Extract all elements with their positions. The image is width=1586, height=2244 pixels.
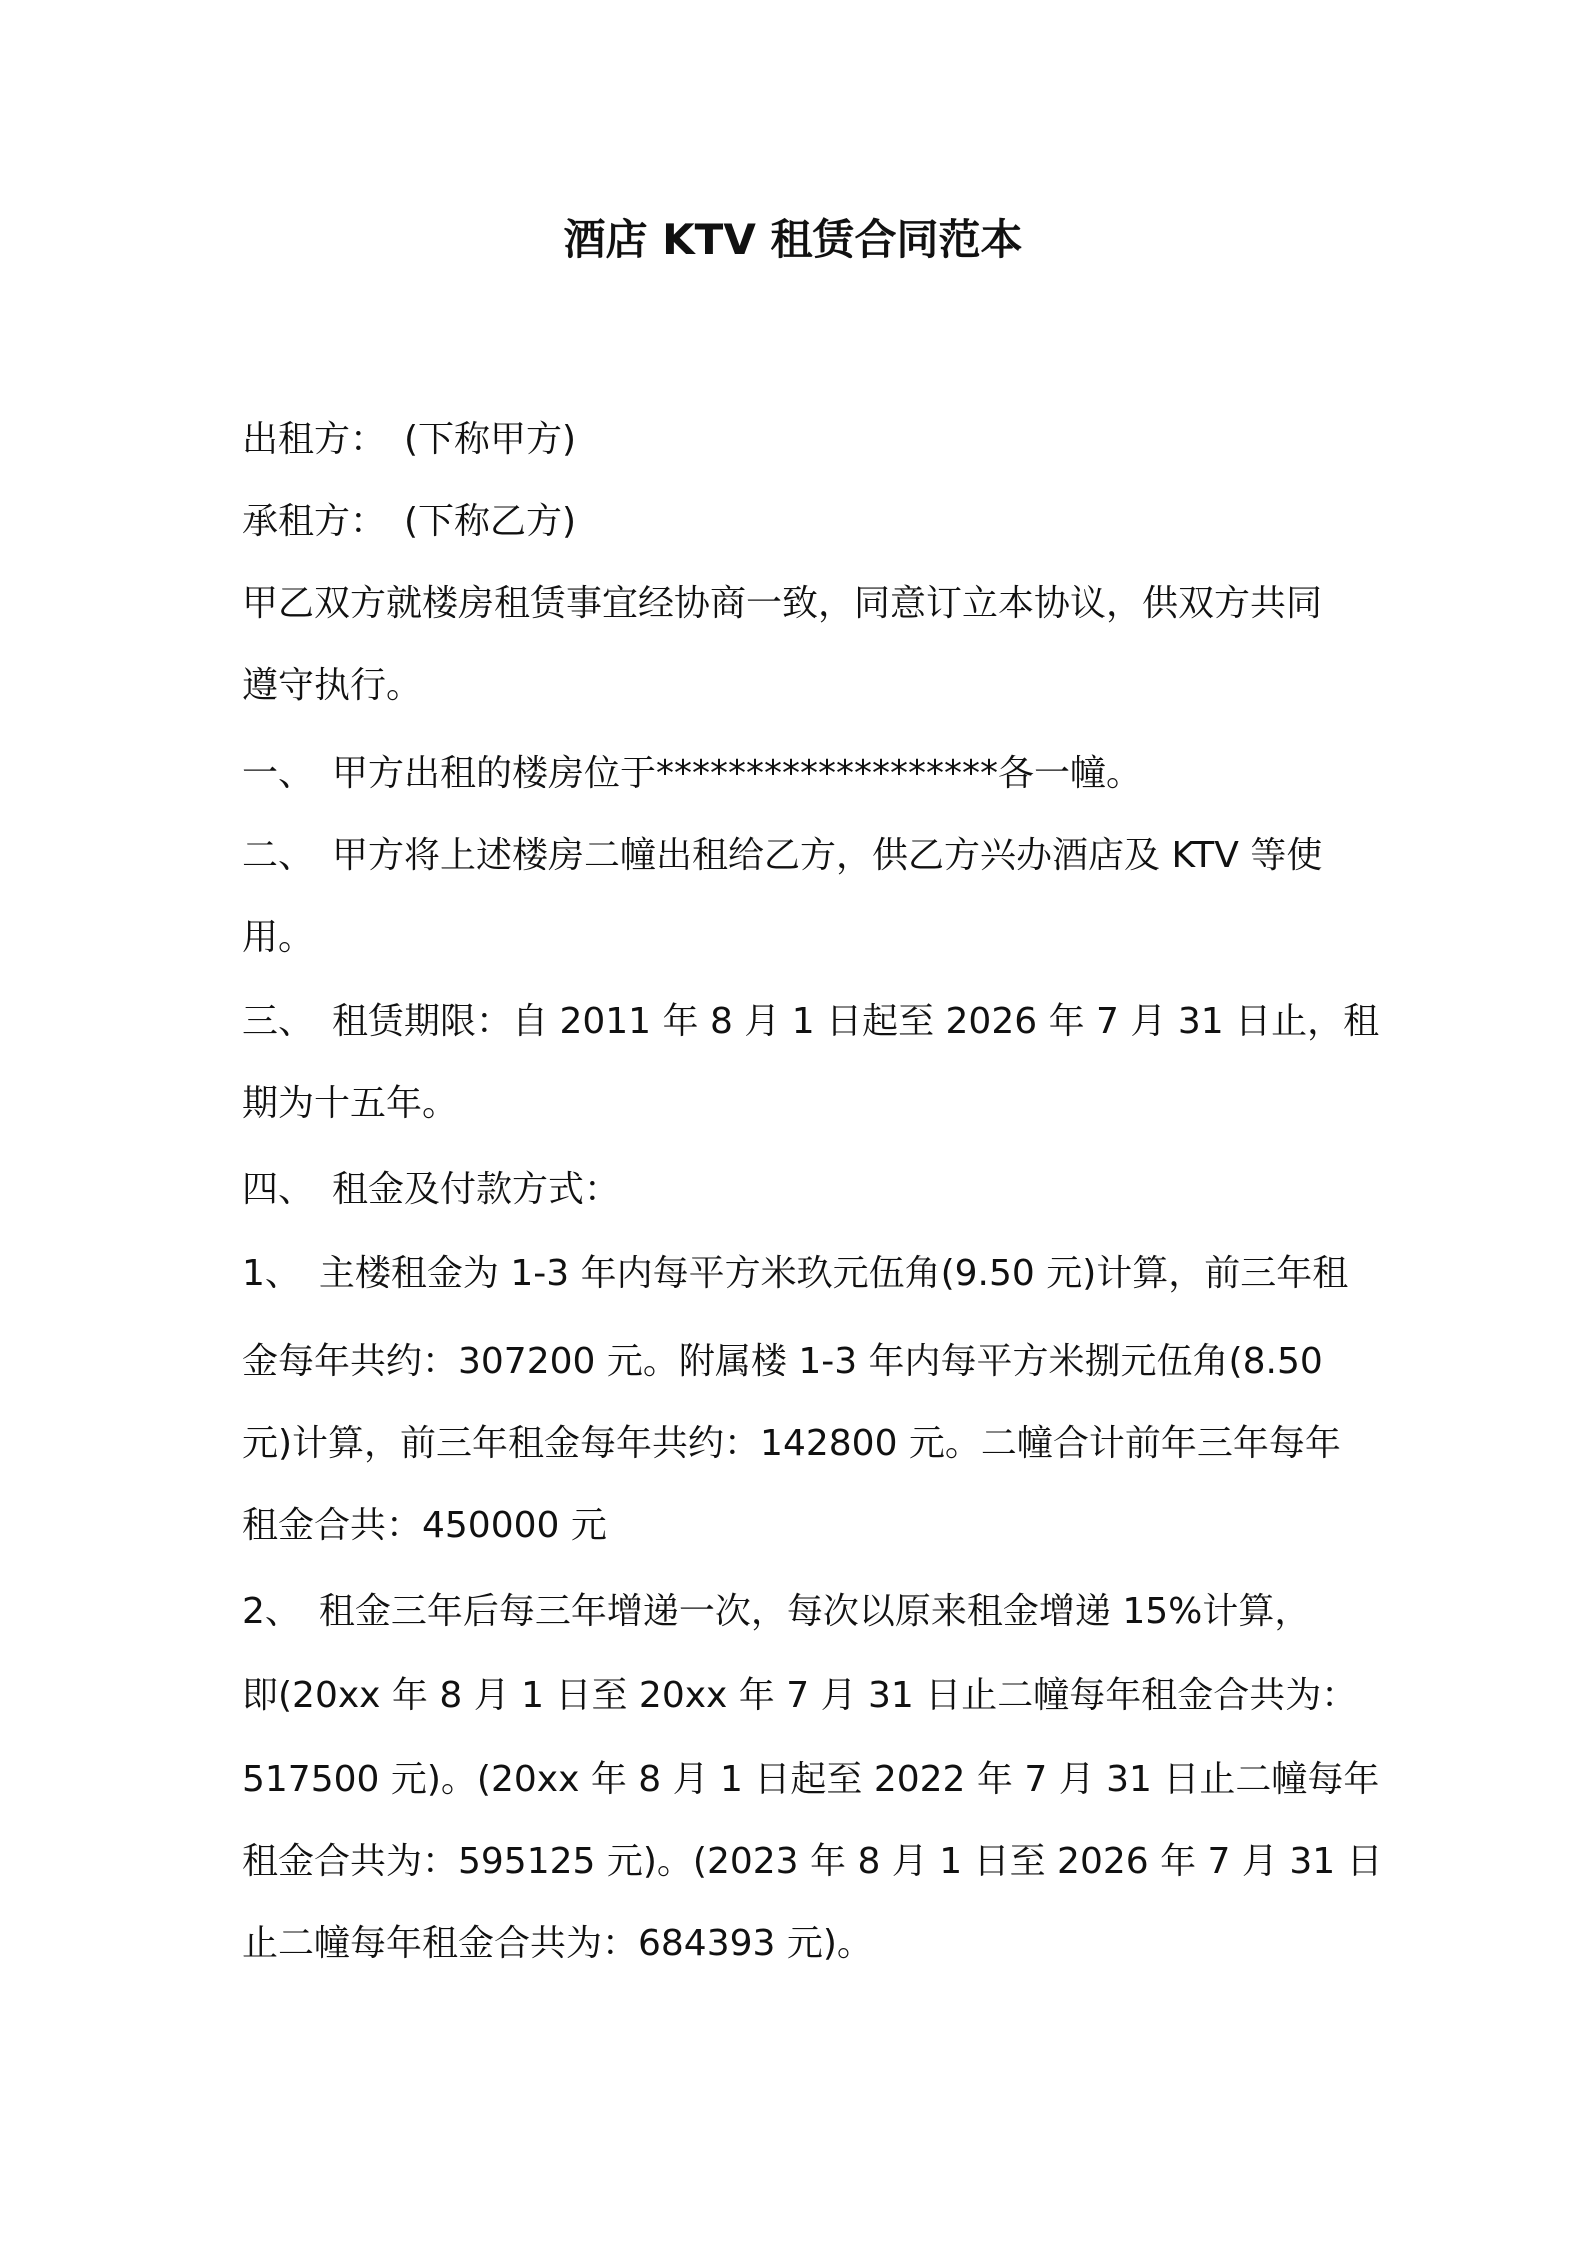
item-1-line-3: 元)计算，前三年租金每年共约：142800 元。二幢合计前年三年每年 <box>242 1423 1341 1464</box>
clause-4-heading: 四、 租金及付款方式： <box>242 1169 621 1210</box>
clause-1-line: 一、 甲方出租的楼房位于*******************各一幢。 <box>242 753 1143 794</box>
item-1-line-1: 1、 主楼租金为 1-3 年内每平方米玖元伍角(9.50 元)计算，前三年租 <box>242 1253 1349 1294</box>
item-2-line-3: 517500 元)。(20xx 年 8 月 1 日起至 2022 年 7 月 31 日止二幢每年 <box>242 1759 1380 1800</box>
item-2-line-4: 租金合共为：595125 元)。(2023 年 8 月 1 日至 2026 年 7 月 31 日 <box>242 1841 1383 1882</box>
clause-3-line-1: 三、 租赁期限：自 2011 年 8 月 1 日起至 2026 年 7 月 31 日止，租 <box>242 1001 1380 1042</box>
preamble-line-1: 甲乙双方就楼房租赁事宜经协商一致，同意订立本协议，供双方共同 <box>242 583 1323 624</box>
preamble-line-2: 遵守执行。 <box>242 665 423 706</box>
item-2-line-2: 即(20xx 年 8 月 1 日至 20xx 年 7 月 31 日止二幢每年租金合共为： <box>242 1675 1358 1716</box>
item-2-line-5: 止二幢每年租金合共为：684393 元)。 <box>242 1923 873 1964</box>
lessor-line: 出租方： (下称甲方) <box>242 419 577 460</box>
item-1-line-4: 租金合共：450000 元 <box>242 1505 607 1546</box>
item-2-line-1: 2、 租金三年后每三年增递一次，每次以原来租金增递 15%计算， <box>242 1591 1311 1632</box>
lessee-line: 承租方： (下称乙方) <box>242 501 577 542</box>
clause-3-line-2: 期为十五年。 <box>242 1083 459 1124</box>
clause-2-line-2: 用。 <box>242 917 315 958</box>
document-title: 酒店 KTV 租赁合同范本 <box>563 215 1023 264</box>
clause-2-line-1: 二、 甲方将上述楼房二幢出租给乙方，供乙方兴办酒店及 KTV 等使 <box>242 835 1323 876</box>
item-1-line-2: 金每年共约：307200 元。附属楼 1-3 年内每平方米捌元伍角(8.50 <box>242 1341 1323 1382</box>
